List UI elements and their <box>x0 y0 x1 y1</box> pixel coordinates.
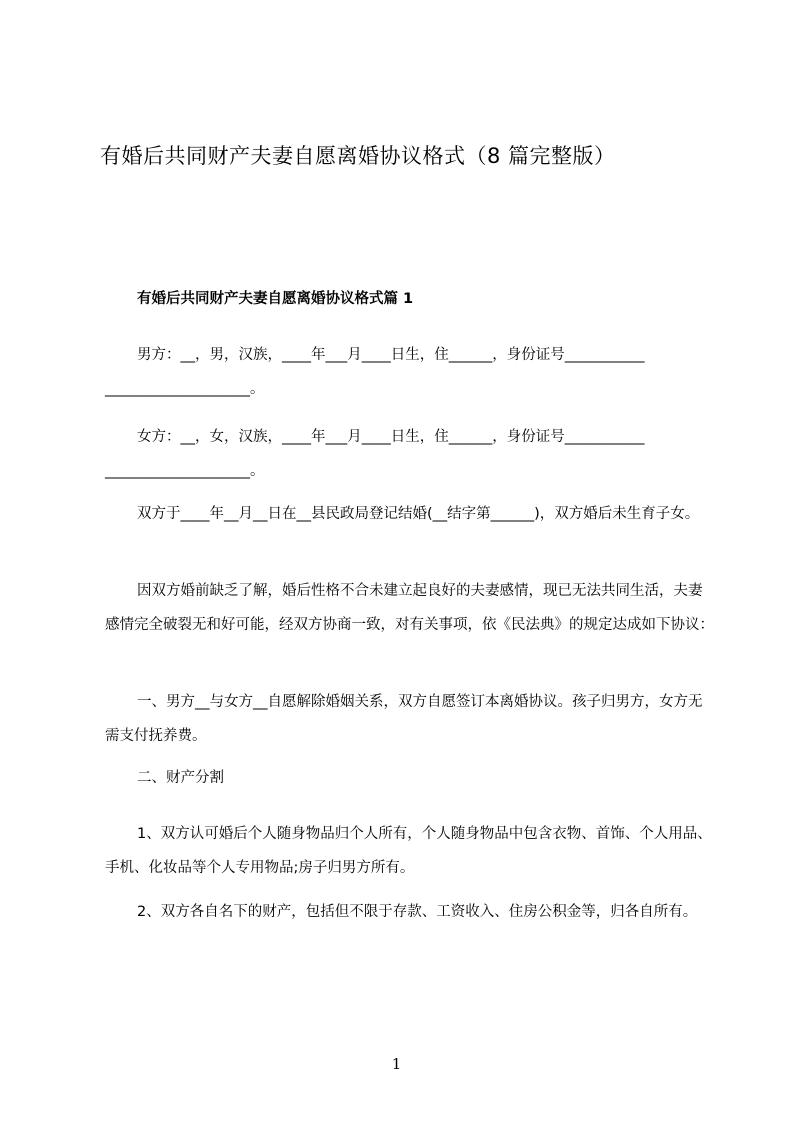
paragraph-property-item-2: 2、双方各自名下的财产，包括但不限于存款、工资收入、住房公积金等，归各自所有。 <box>137 904 698 920</box>
paragraph-clause-one: 一、男方__与女方__自愿解除婚姻关系，双方自愿签订本离婚协议。孩子归男方，女方无需支付抚养费。 <box>105 694 703 744</box>
document-title: 有婚后共同财产夫妻自愿离婚协议格式（8 篇完整版） <box>100 144 616 168</box>
paragraph-divorce-reason: 因双方婚前缺乏了解，婚后性格不合未建立起良好的夫妻感情，现已无法共同生活，夫妻感情完全破裂无和好可能，经双方协商一致，对有关事项，依《民法典》的规定达成如下协议： <box>105 583 714 633</box>
paragraph-female-party: 女方：__，女，汉族，____年___月____日生，住______，身份证号___________ ____________________。 <box>105 429 645 479</box>
section-heading: 有婚后共同财产夫妻自愿离婚协议格式篇 1 <box>137 291 414 307</box>
paragraph-property-division-heading: 二、财产分割 <box>137 770 224 786</box>
paragraph-marriage-registration: 双方于____年__月__日在__县民政局登记结婚(__结字第______)，双方婚后未生育子女。 <box>137 506 700 522</box>
paragraph-male-party: 男方：__，男，汉族，____年___月____日生，住______，身份证号___________ ____________________。 <box>105 347 645 397</box>
paragraph-property-item-1: 1、双方认可婚后个人随身物品归个人所有，个人随身物品中包含衣物、首饰、个人用品、手机、化妆品等个人专用物品;房子归男方所有。 <box>105 826 712 876</box>
page-number: 1 <box>391 1055 402 1073</box>
